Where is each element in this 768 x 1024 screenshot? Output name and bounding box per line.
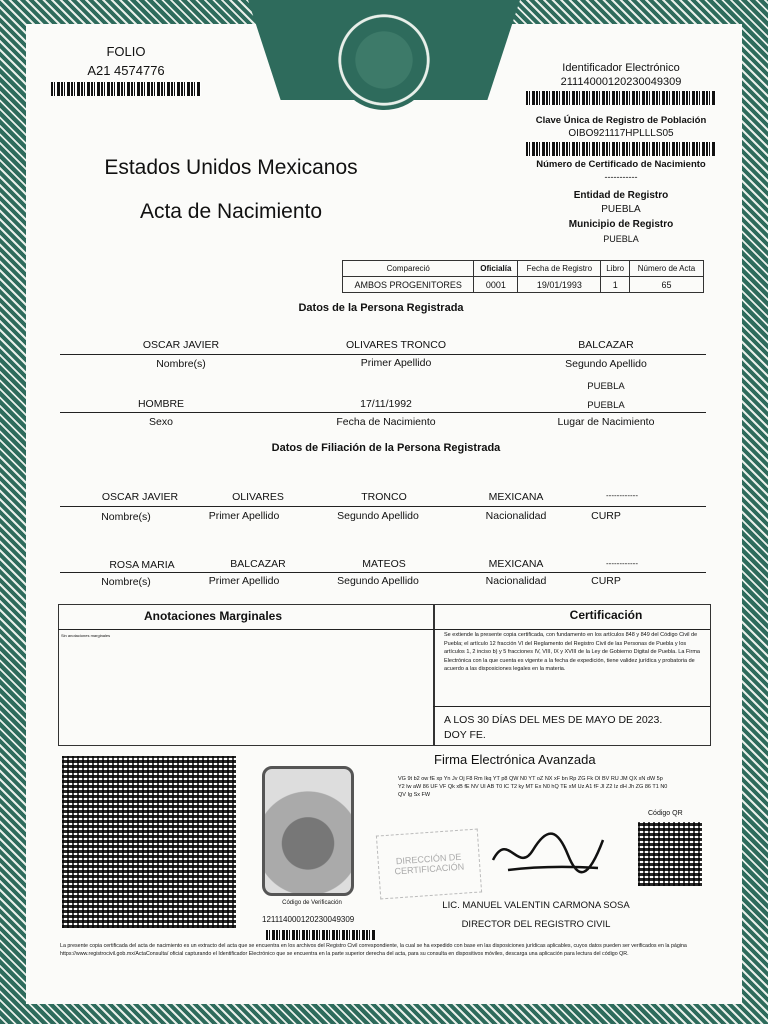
filiation-section-title: Datos de Filiación de la Persona Registrada — [271, 442, 501, 454]
handwritten-signature — [488, 820, 608, 890]
second-surname-label: Segundo Apellido — [565, 358, 647, 370]
table-cell: 65 — [629, 277, 703, 293]
registry-table — [342, 260, 704, 293]
parent1-nationality: MEXICANA — [488, 491, 544, 503]
curp-barcode — [526, 142, 716, 156]
electronic-id-barcode — [526, 91, 716, 105]
curp-label: Clave Única de Registro de Población — [535, 115, 707, 126]
state-crest-icon — [262, 766, 354, 896]
certificate-number-label: Número de Certificado de Nacimiento — [536, 159, 706, 170]
certificate-number-value: ----------- — [604, 172, 638, 182]
document-title: Acta de Nacimiento — [139, 200, 323, 223]
divider-line — [60, 412, 706, 413]
signer-name: LIC. MANUEL VALENTIN CARMONA SOSA — [442, 900, 630, 911]
parent2-names: ROSA MARIA — [109, 559, 175, 571]
registry-table-row — [343, 277, 704, 293]
signature-hash: VG 9t b2 ow fE xp Yn Jv Oj F8 Rm Ikq YT p8 QW N0 YT oZ NX xF bn Rp ZG Fk OI BV RU JM QX xN dW 5p Y2 lw aW 86 UF VF Qk xB fE NV UI AB T0 IC T2 ky MT Ex N0 hQ TE xM Uz A1 fF JI Z2 Iz dH Jh ZG 86 T1 N0 QV Ig Sx FW — [398, 776, 668, 798]
verification-barcode — [266, 930, 376, 940]
entity-value: PUEBLA — [601, 204, 641, 215]
national-seal-icon — [334, 10, 434, 110]
electronic-id-value: 21114000120230049309 — [560, 76, 682, 88]
entity-label: Entidad de Registro — [573, 190, 669, 201]
secondary-qr-code-icon — [638, 822, 702, 886]
verification-code: 121114000120230049309 — [262, 915, 355, 924]
parent1-curp-label: CURP — [591, 510, 621, 522]
annotations-box — [58, 604, 435, 746]
signature-title: Firma Electrónica Avanzada — [434, 752, 596, 767]
first-surname-label: Primer Apellido — [360, 357, 432, 369]
certificate-paper — [26, 24, 742, 1004]
table-cell: AMBOS PROGENITORES — [343, 277, 474, 293]
main-qr-code-icon — [62, 756, 236, 928]
table-header-cell: Número de Acta — [629, 261, 703, 277]
table-header-cell: Compareció — [343, 261, 474, 277]
verification-label: Código de Verificación — [282, 900, 342, 906]
parent1-curp: ------------ — [606, 491, 638, 500]
electronic-id-label: Identificador Electrónico — [562, 62, 680, 74]
certification-date: A LOS 30 DÍAS DEL MES DE MAYO DE 2023. — [444, 714, 663, 726]
parent2-nationality: MEXICANA — [488, 558, 544, 570]
table-header-cell: Fecha de Registro — [518, 261, 601, 277]
folio-value: A21 4574776 — [87, 63, 165, 78]
parent2-nationality-label: Nacionalidad — [485, 575, 547, 587]
table-header-cell: Libro — [601, 261, 630, 277]
certification-text: Se extiende la presente copia certificada, con fundamento en los artículos 848 y 849 del Código Civil de Puebla; el artículo 12 fracción VI del Reglamento del Registro Civil de las Personas de Puebla y los artículos 1, 2 inciso b) y 5 fracciones IV, VIII, IX y XVIII de la Ley de Gobierno Digital de Puebla. La Firma Electrónica con la que cuenta es vigente a la fecha de expedición, tiene validez jurídica y probatoria de acuerdo a las disposiciones legales en la materia. — [444, 632, 700, 672]
annotations-text: Sin anotaciones marginales — [61, 633, 111, 638]
parent1-names: OSCAR JAVIER — [101, 491, 179, 503]
table-header-cell: Oficialía — [474, 261, 518, 277]
divider-line — [60, 506, 706, 507]
table-cell: 0001 — [474, 277, 518, 293]
parent2-first-surname-label: Primer Apellido — [208, 575, 280, 587]
certification-doy-fe: DOY FE. — [444, 729, 486, 741]
parent1-first-surname-label: Primer Apellido — [208, 510, 280, 522]
divider-line — [60, 572, 706, 573]
person-sex: HOMBRE — [137, 398, 185, 410]
person-second-surname: BALCAZAR — [578, 339, 634, 351]
parent2-first-surname: BALCAZAR — [230, 558, 286, 570]
parent2-second-surname-label: Segundo Apellido — [337, 575, 419, 587]
parent2-second-surname: MATEOS — [362, 558, 406, 570]
birth-place-line1: PUEBLA — [587, 381, 625, 392]
folio-barcode — [51, 82, 201, 96]
birth-place-line2: PUEBLA — [587, 400, 625, 411]
qr-label: Código QR — [648, 810, 683, 817]
parent1-second-surname: TRONCO — [361, 491, 407, 503]
person-section-title: Datos de la Persona Registrada — [298, 302, 464, 314]
parent2-names-label: Nombre(s) — [101, 576, 151, 588]
folio-label: FOLIO — [106, 44, 146, 59]
person-names: OSCAR JAVIER — [142, 339, 220, 351]
box-header-divider — [58, 629, 710, 630]
registry-table-header — [343, 261, 704, 277]
municipality-value: PUEBLA — [603, 234, 639, 244]
certification-stamp — [376, 829, 482, 900]
names-label: Nombre(s) — [156, 358, 206, 370]
curp-value: OIBO921117HPLLLS05 — [568, 128, 674, 139]
person-birth-date: 17/11/1992 — [360, 398, 412, 410]
municipality-label: Municipio de Registro — [568, 219, 674, 230]
country-title: Estados Unidos Mexicanos — [104, 156, 358, 179]
parent2-curp-label: CURP — [591, 575, 621, 587]
person-first-surname: OLIVARES TRONCO — [346, 339, 446, 351]
parent1-second-surname-label: Segundo Apellido — [337, 510, 419, 522]
annotations-title: Anotaciones Marginales — [143, 609, 283, 623]
sex-label: Sexo — [149, 416, 173, 428]
table-cell: 19/01/1993 — [518, 277, 601, 293]
parent1-nationality-label: Nacionalidad — [485, 510, 547, 522]
parent1-first-surname: OLIVARES — [232, 491, 284, 503]
stamp-text: DIRECCIÓN DE CERTIFICACIÓN — [394, 851, 465, 877]
parent1-names-label: Nombre(s) — [101, 511, 151, 523]
divider-line — [60, 354, 706, 355]
birth-date-label: Fecha de Nacimiento — [336, 416, 436, 428]
birth-place-label: Lugar de Nacimiento — [557, 416, 655, 428]
certification-title: Certificación — [569, 608, 643, 622]
signer-title: DIRECTOR DEL REGISTRO CIVIL — [461, 919, 611, 930]
table-cell: 1 — [601, 277, 630, 293]
parent2-curp: ------------ — [606, 559, 638, 568]
footer-text: La presente copia certificada del acta de nacimiento es un extracto del acta que se encuentra en los archivos del Registro Civil correspondiente, la cual se ha expedido con base en las disposiciones jurídicas aplicables, cuyos datos pueden ser verificados en la página https://www.registrocivil.gob.mx/ActaConsulta/ oficial capturando el Identificador Electrónico que se encuentra en la parte superior derecha del acta, para su consulta en dispositivos móviles, descarga una aplicación para lectura del código QR. — [60, 943, 687, 957]
certification-date-divider — [433, 706, 710, 707]
